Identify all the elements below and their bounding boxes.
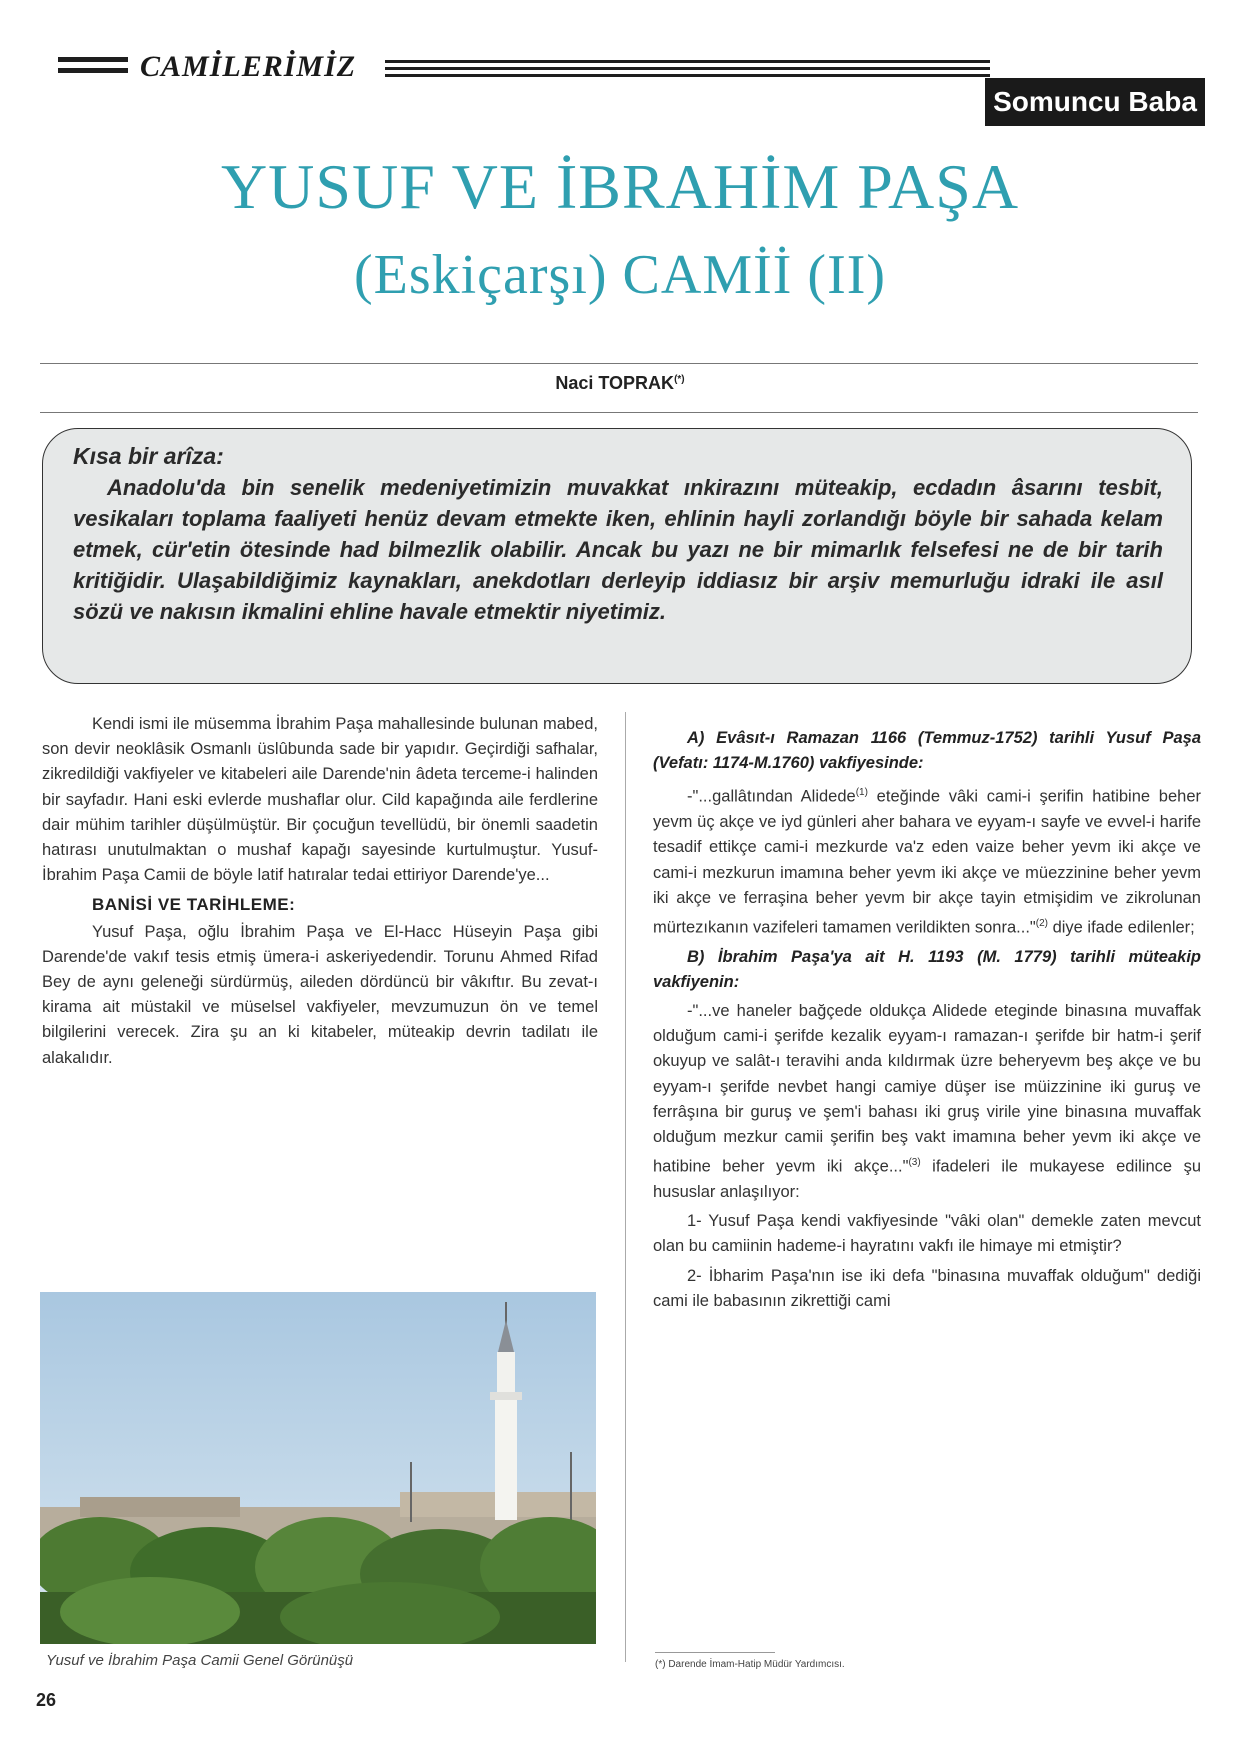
article-subtitle: (Eskiçarşı) CAMİİ (II) bbox=[353, 244, 887, 306]
right-column bbox=[653, 726, 1201, 1318]
finding-item-1: 1- Yusuf Paşa kendi vakfiyesinde "vâki olan" demekle zaten mevcut olan bu camiinin hademe-i hayratını vakfı ile himaye mi etmiştir? bbox=[653, 1212, 1201, 1256]
author-rule bbox=[40, 412, 1198, 413]
footnote-rule bbox=[655, 1652, 775, 1653]
vakfiye-b-quote bbox=[653, 999, 1201, 1205]
section-label: CAMİLERİMİZ bbox=[140, 50, 357, 83]
finding-item-2: 2- İbharim Paşa'nın ise iki defa "binasına muvaffak olduğum" dediği cami ile babasının zikrettiği cami bbox=[653, 1266, 1201, 1310]
vakfiye-b-heading: B) İbrahim Paşa'ya ait H. 1193 (M. 1779) tarihli müteakip vakfiyenin: bbox=[653, 947, 1201, 991]
left-column bbox=[42, 712, 598, 1071]
page-number: 26 bbox=[36, 1690, 57, 1710]
quote-a-text-1: -"...gallâtından Alidede bbox=[687, 787, 856, 806]
quote-b-text-2: ifadeleri ile mukayese edilince şu hususlar anlaşılıyor: bbox=[653, 1157, 1201, 1201]
header-rule-right bbox=[385, 60, 990, 81]
footnote-ref-3: (3) bbox=[908, 1157, 921, 1169]
article-title: YUSUF VE İBRAHİM PAŞA bbox=[220, 151, 1020, 222]
column-divider bbox=[625, 712, 626, 1662]
author-name: Naci TOPRAK bbox=[555, 373, 675, 393]
author-line bbox=[0, 373, 1240, 394]
magazine-brand: Somuncu Baba bbox=[985, 78, 1205, 126]
vakfiye-a-heading: A) Evâsıt-ı Ramazan 1166 (Temmuz-1752) tarihli Yusuf Paşa (Vefatı: 1174-M.1760) vakfiyesinde: bbox=[653, 729, 1201, 773]
footnote: (*) Darende İmam-Hatip Müdür Yardımcısı. bbox=[655, 1659, 845, 1670]
mosque-photo bbox=[40, 1292, 596, 1644]
abstract-box bbox=[42, 428, 1192, 684]
quote-a-text-2: eteğinde vâki cami-i şerifin hatibine beher yevm üç akçe ve iyd günleri aher bahara ve eyyam-ı sayfe ve evvel-i harife tesadif ettikçe cami-i mezkurde va'z eden vaize beher yevm iki akçe ve cami-i mezkurun imamına beher yevm iki akçe ve müezzinine beher yevm iki akçe ve ferraşina beher yevm bir akçe tayin etmişidim ve zikrolunan mürtezıkanın vazifeleri tamamen verildikten sonra..." bbox=[653, 787, 1202, 937]
title-rule bbox=[40, 363, 1198, 364]
mosque-photo-illustration bbox=[40, 1292, 596, 1644]
quote-a-text-3: diye ifade edilenler; bbox=[1048, 918, 1195, 937]
quote-b-text-1: -"...ve haneler bağçede oldukça Alidede eteginde binasına muvaffak olduğum cami-i şerifde kezalik eyyam-ı ramazan-ı şerifde bir hatm-i şerif okuyup ve salât-ı teravihi anda kıldırmak üzre beheryevm beş akçe ve bu eyyam-ı şerifde nevbet hangi camiye düşer ise müizzinine iki guruş ve ferrâşına bir guruş ve şem'i bahası iki gruş virile yine binasına muvaffak olduğum mezkur camii şerifin beş vakt imamına beher yevm iki akçe ve hatibine beher yevm iki akçe..." bbox=[653, 1002, 1201, 1176]
section-heading-banisi: BANİSİ VE TARİHLEME: bbox=[92, 895, 296, 915]
photo-caption: Yusuf ve İbrahim Paşa Camii Genel Görünüşü bbox=[46, 1652, 354, 1669]
footnote-ref-1: (1) bbox=[855, 787, 868, 799]
author-footnote-mark: (*) bbox=[674, 374, 685, 385]
header-rule-left bbox=[58, 57, 128, 79]
abstract-text: Anadolu'da bin senelik medeniyetimizin muvakkat ınkirazını müteakip, ecdadın âsarını tesbit, vesikaları toplama faaliyeti henüz devam etmekte iken, ehlinin hayli zorlandığı böyle bir sahada kelam etmek, cür'etin ötesinde had bilmezlik olabilir. Ancak bu yazı ne bir mimarlık felsefesi ne de bir tarih kritiğidir. Ulaşabildiğimiz kaynakları, anekdotları derleyip iddiasız bir arşiv memurluğu idraki ile asıl sözü ve nakısın ikmalini ehline havale etmektir niyetimiz. bbox=[73, 475, 1163, 624]
vakfiye-a-quote bbox=[653, 780, 1201, 940]
intro-paragraph: Kendi ismi ile müsemma İbrahim Paşa mahallesinde bulunan mabed, son devir neoklâsik Osmanlı üslûbunda sade bir yapıdır. Geçirdiği safhalar, zikredildiği vakfiyeler ve kitabeleri aile Darende'nin âdeta terceme-i halinden bir sayfadır. Hani eski evlerde mushaflar olur. Cild kapağında aile ferdlerine dair mühim tarihler düşülmüştür. Bir çocuğun tevellüdü, bir önemli saadetin hatırası unutulmaktan o mushaf kapağı sayesinde kurtulmuştur. Yusuf-İbrahim Paşa Camii de böyle latif hatıralar tedai ettiriyor Darende'ye... bbox=[42, 715, 598, 885]
banisi-paragraph: Yusuf Paşa, oğlu İbrahim Paşa ve El-Hacc Hüseyin Paşa gibi Darende'de vakıf tesis etmiş ümera-i askeriyedendir. Torunu Ahmed Rifad Bey de aynı geleneği sürdürmüş, aileden dördüncü bir vâkıftır. Bu zevat-ı kirama ait müstakil ve müselsel vakfiyeler, mevzumuzun ön ve temel bilgilerini verecek. Zira şu an ki kitabeler, müteakip devrin tadilatı ile alakalıdır. bbox=[42, 922, 598, 1067]
abstract-heading: Kısa bir arîza: bbox=[73, 443, 224, 469]
footnote-ref-2: (2) bbox=[1035, 917, 1048, 929]
